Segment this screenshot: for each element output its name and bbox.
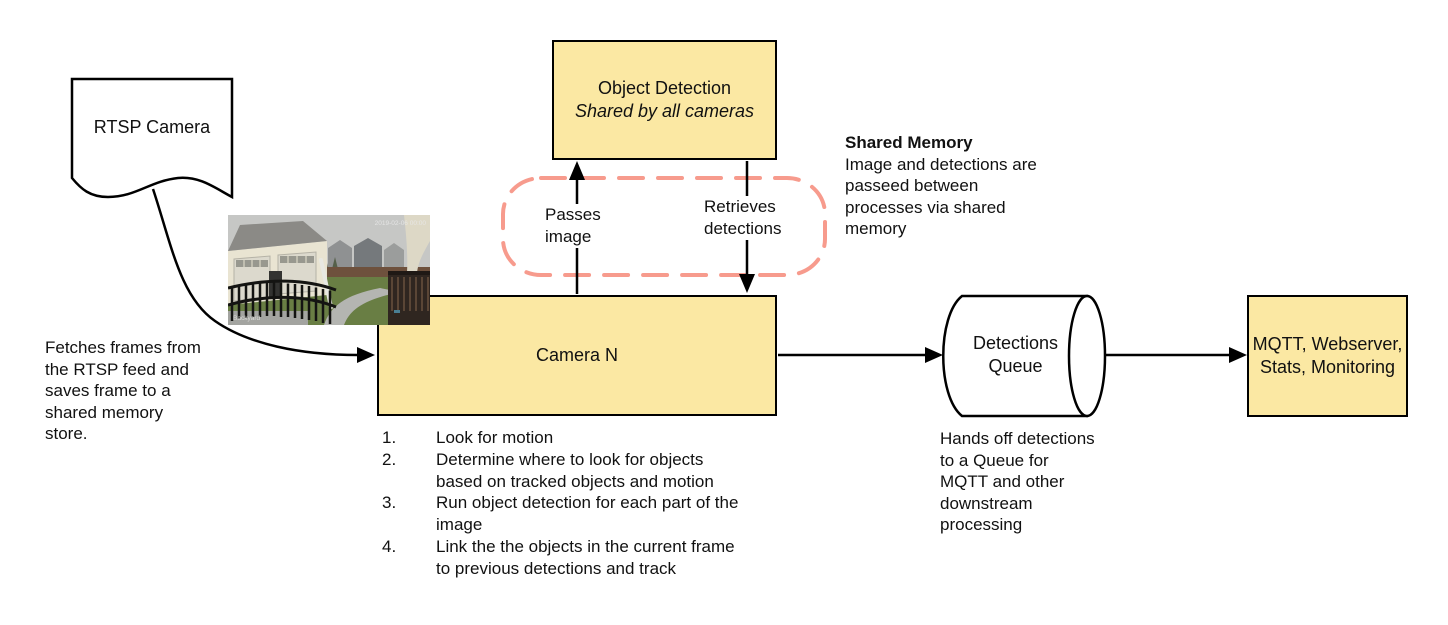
object-detection-subtitle: Shared by all cameras — [574, 101, 755, 121]
snapshot-timestamp: 2019-02-06 00:00 — [374, 220, 426, 227]
step-text: Look for motion — [436, 428, 554, 447]
note-fetch-line: shared memory — [45, 402, 164, 422]
note-shared-memory-line: Image and detections are — [845, 154, 1037, 174]
outputs-line2: Stats, Monitoring — [1259, 357, 1396, 377]
passes-image-line1: Passes — [545, 205, 601, 224]
outputs-line1: MQTT, Webserver, — [1252, 334, 1403, 354]
arrowhead-camera-to-queue — [925, 347, 943, 363]
camera-step-1 — [382, 427, 738, 449]
note-handoff-line: MQTT and other — [940, 472, 1065, 491]
note-shared-memory-title: Shared Memory — [845, 133, 973, 152]
arrowhead-retrieves-detections — [739, 274, 755, 293]
note-handoff — [940, 428, 1095, 536]
arrowhead-rtsp-to-camera — [357, 347, 375, 363]
note-shared-memory-line: memory — [845, 219, 907, 238]
note-fetch-line: store. — [45, 424, 88, 443]
rtsp-camera-label: RTSP Camera — [93, 117, 211, 137]
detections-queue-line2: Queue — [988, 356, 1043, 376]
camera-n-label: Camera N — [535, 345, 619, 365]
step-text: based on tracked objects and motion — [436, 471, 714, 491]
passes-image-line2: image — [545, 227, 592, 246]
arrowhead-queue-to-outputs — [1229, 347, 1247, 363]
note-fetch-line: the RTSP feed and — [45, 359, 189, 379]
object-detection-title: Object Detection — [597, 78, 732, 98]
step-text: Link the the objects in the current frame — [436, 536, 735, 556]
note-fetch-line: saves frame to a — [45, 381, 171, 400]
note-handoff-line: processing — [940, 515, 1023, 534]
step-number: 3. — [382, 493, 397, 513]
note-shared-memory-line: passeed between — [845, 176, 979, 195]
note-handoff-line: downstream — [940, 493, 1033, 513]
step-number: 1. — [382, 428, 397, 447]
camera-step-3 — [382, 492, 738, 536]
snapshot-camera-name: Backyard — [233, 315, 261, 322]
camera-step-2 — [382, 449, 738, 493]
note-fetch-line: Fetches frames from — [45, 338, 201, 357]
rtsp-camera-tape-shape — [72, 79, 232, 197]
step-text: image — [436, 515, 483, 535]
camera-snapshot-image — [228, 215, 430, 325]
arrowhead-passes-image — [569, 161, 585, 180]
edge-label-retrieves-detections — [701, 196, 785, 240]
step-text: Run object detection for each part of the — [436, 493, 739, 513]
detections-queue-line1: Detections — [972, 333, 1059, 353]
note-handoff-line: Hands off detections — [940, 429, 1095, 448]
step-text: Determine where to look for objects — [436, 449, 704, 469]
note-fetch-frames — [45, 337, 201, 445]
camera-steps-list — [382, 427, 738, 580]
step-number: 4. — [382, 536, 397, 556]
camera-step-4 — [382, 536, 738, 580]
note-shared-memory — [845, 132, 1037, 240]
step-number: 2. — [382, 449, 397, 469]
retrieves-detections-line1: Retrieves — [704, 197, 776, 216]
edge-label-passes-image — [542, 204, 604, 248]
step-text: to previous detections and track — [436, 558, 677, 578]
retrieves-detections-line2: detections — [704, 219, 782, 238]
note-shared-memory-line: processes via shared — [845, 197, 1006, 217]
detections-queue-label — [943, 332, 1088, 378]
note-handoff-line: to a Queue for — [940, 450, 1049, 470]
